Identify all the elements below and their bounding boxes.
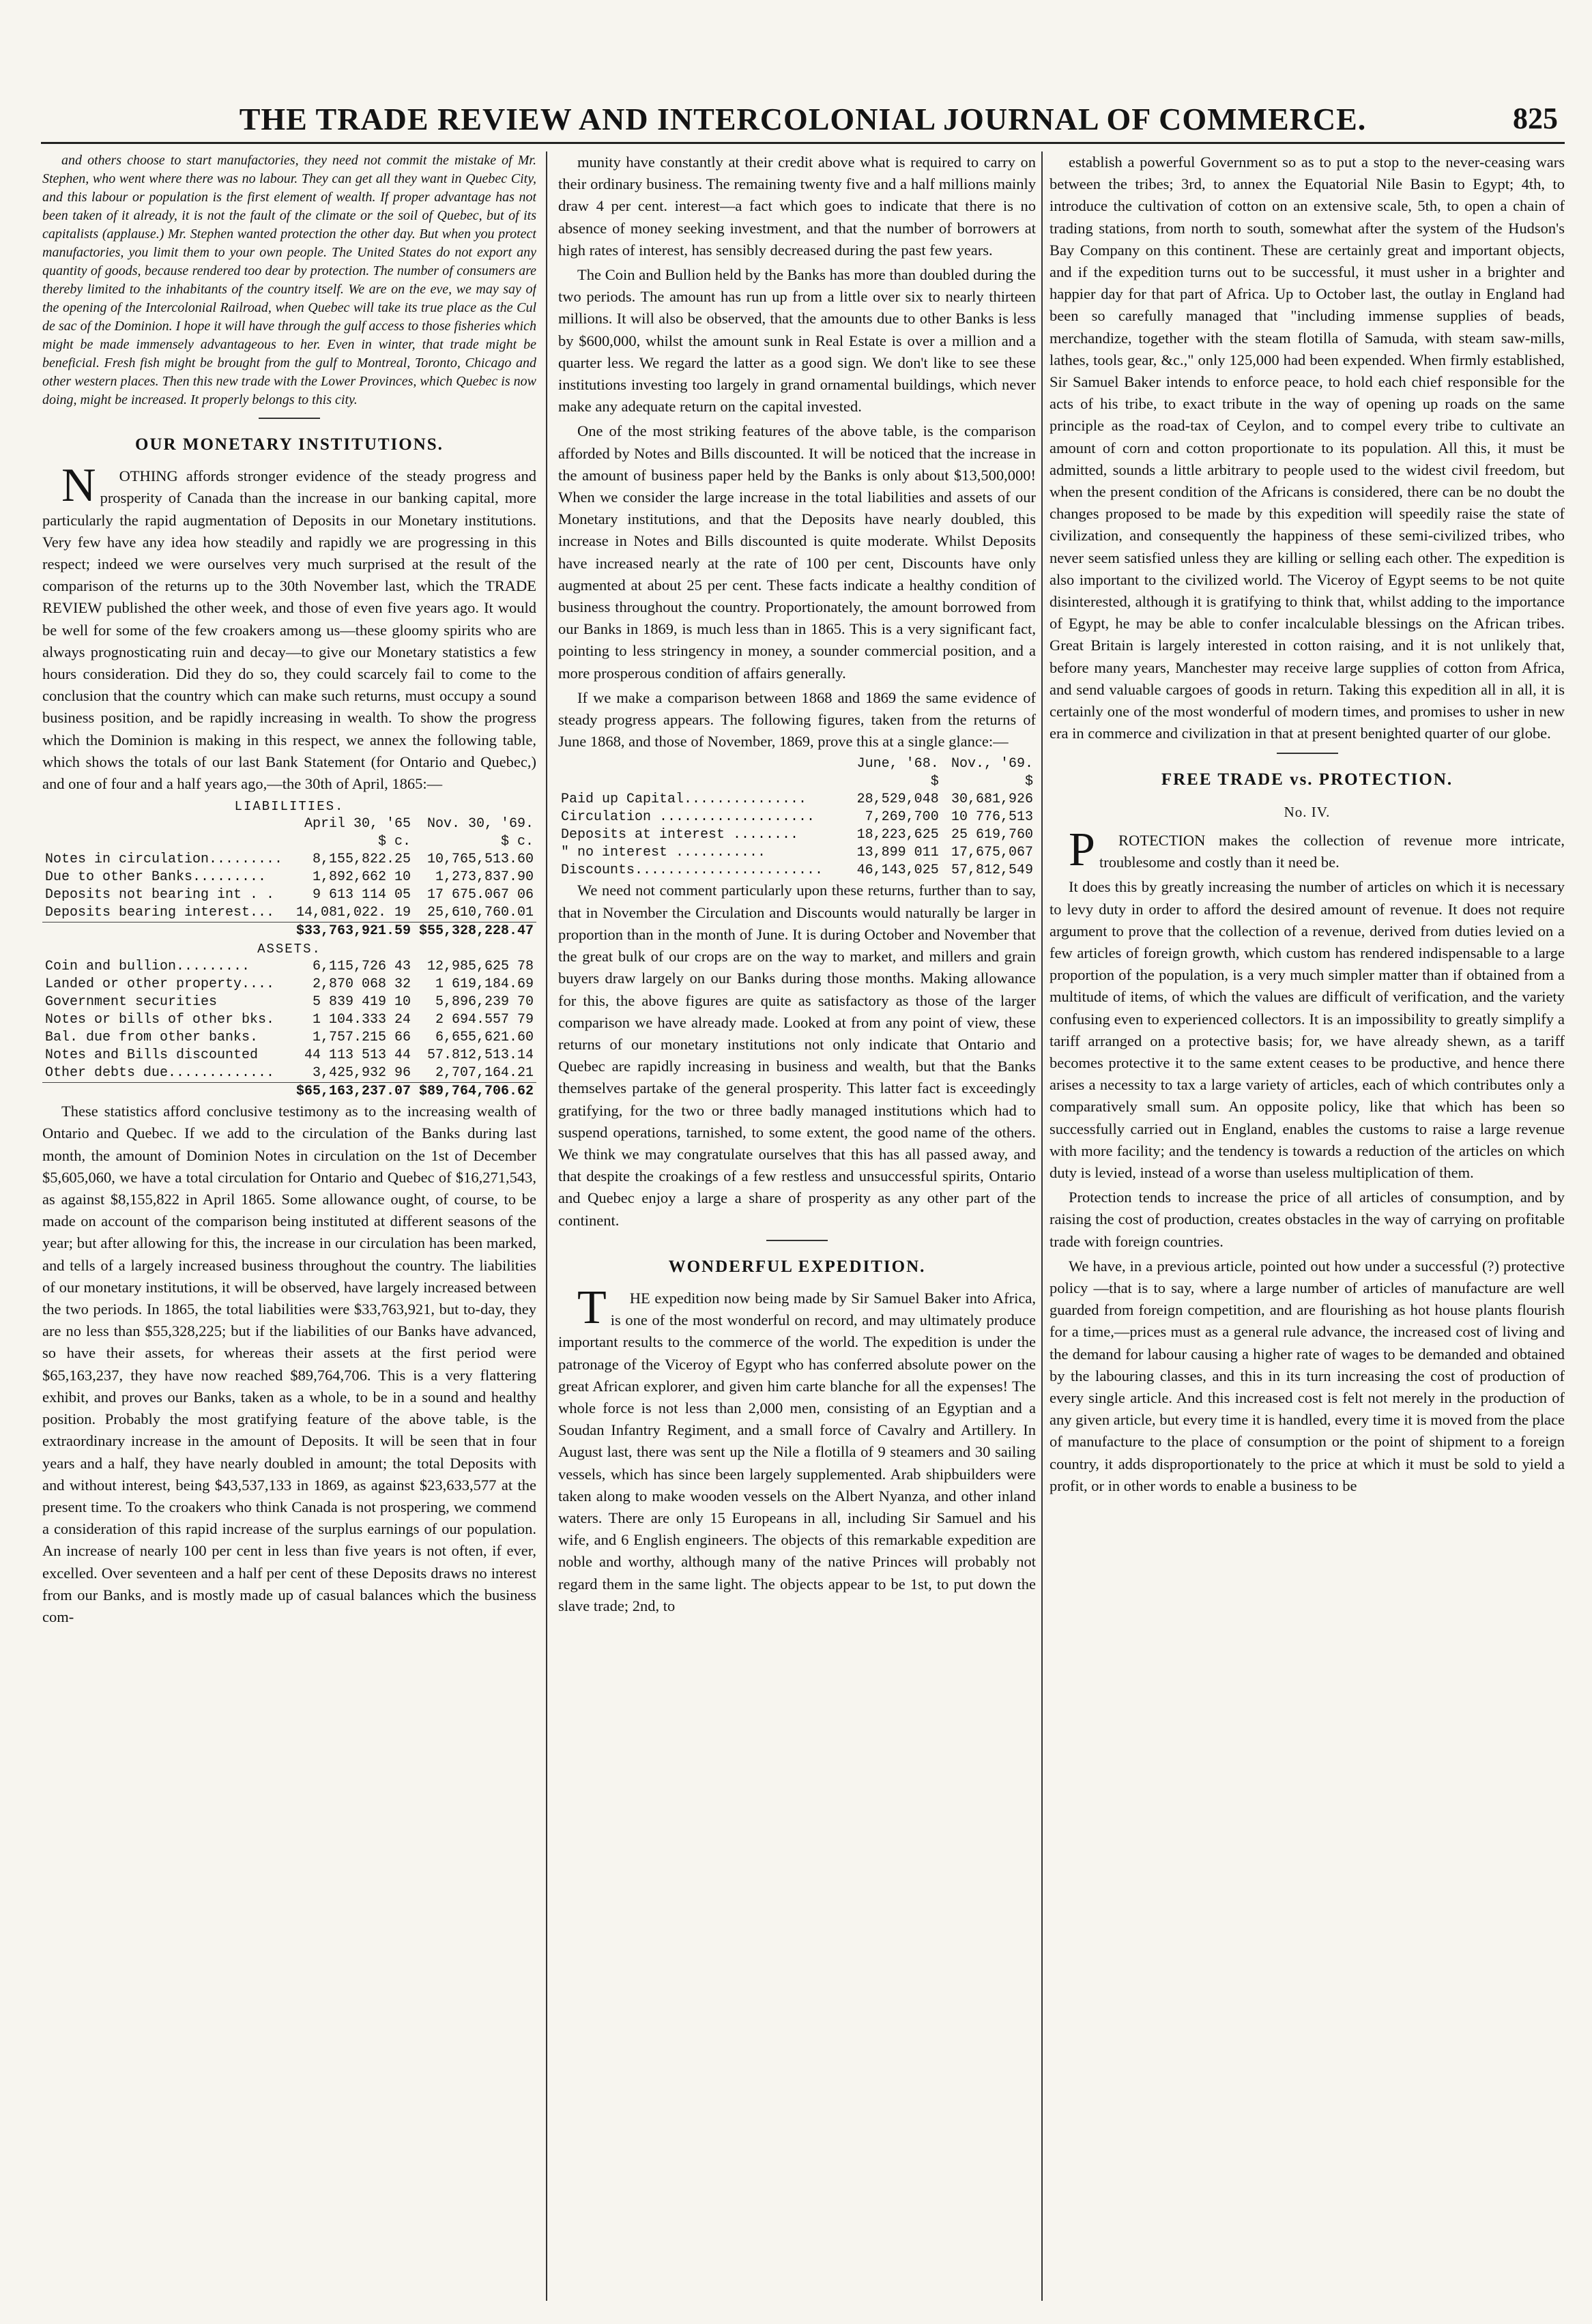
liabilities-caption: LIABILITIES. bbox=[234, 799, 345, 815]
table-row: Coin and bullion......... 6,115,726 43 12,985,625 78 bbox=[45, 959, 534, 975]
monetary-paragraph-3: munity have constantly at their credit above what is required to carry on their ordinary business. The remaining twenty five and a half millions mainly draw 4 per cent. interest—a fact which goes to indicate that there is no absence of money seeking investment, and that the number of borrowers at high rates of interest, has sensibly decreased during the past few years. bbox=[558, 154, 1036, 259]
assets-total-row: $65,163,237.07 $89,764,706.62 bbox=[42, 1083, 536, 1101]
table-row: Notes and Bills discounted 44 113 513 44 57.812,513.14 bbox=[45, 1047, 534, 1064]
table-row: " no interest ........... 13,899 011 17,675,067 bbox=[561, 845, 1033, 861]
assets-caption: ASSETS. bbox=[257, 942, 321, 957]
liabilities-total-row: $33,763,921.59 $55,328,228.47 bbox=[42, 923, 536, 941]
table-row: Notes or bills of other bks. 1 104.333 24 2 694.557 79 bbox=[45, 1012, 534, 1028]
table-row: Landed or other property.... 2,870 068 32 1 619,184.69 bbox=[45, 976, 534, 993]
unit-a: $ c. bbox=[377, 834, 411, 850]
monetary-paragraph-7: We need not comment particularly upon these returns, further than to say, that in November the Circulation and Discounts would naturally be larger in proportion than in the month of June. It is during October and November that the great bulk of our crops are on the way to market, and millers and grain buyers draw largely on our Banks during those months. Making allowance for this, the above figures are quite as satisfactory as those of the larger comparison we have already made. Looked at from any point of view, these returns of our monetary institutions not only indicate that Ontario and Quebec are rapidly increasing in business and wealth, but that the Banks themselves partake of the general prosperity. This latter fact is exceedingly gratifying, for the two or three badly managed institutions which had to suspend operations, tarnished, to some extent, the good name of the others. We think we may congratulate ourselves that this has all passed away, and that despite the croakings of a few restless and unsuccessful spirits, Ontario and Quebec enjoy a large a share of prosperity as any other part of the continent. bbox=[558, 882, 1036, 1229]
table-row: Circulation ................... 7,269,700 10 776,513 bbox=[561, 809, 1033, 826]
monetary-paragraph-1: NOTHING affords stronger evidence of the steady progress and prosperity of Canada than the increase in our banking capital, more particularly the rapid augmentation of Deposits in our Monetary institutions. Very few have any idea how steadily and rapidly we are progressing in this respect; indeed we were ourselves very much surprised at the result of the comparison of the returns up to the 30th November last, which the TRADE REVIEW published the other week, and those of even five years ago. It would be well for some of the few croakers among us—these gloomy spirits who are always prognosticating ruin and decay—to give our Monetary statistics a few hours consideration. Did they do so, they could scarcely fail to come to the conclusion that the country which can make such returns, must occupy a sound business position, and be rapidly increasing in wealth. To show the progress which the Dominion is making in this respect, we annex the following table, which shows the totals of our last Bank Statement (for Ontario and Quebec,) and one of four and a half years ago,—the 30th of April, 1865:— bbox=[42, 459, 536, 793]
monetary-paragraph-6: If we make a comparison between 1868 and 1869 the same evidence of steady progress appears. The following figures, taken from the returns of June 1868, and those of November, 1869, prove this at a single glance:— bbox=[558, 688, 1036, 751]
col-header-a: June, '68. bbox=[856, 756, 939, 772]
table-row: Bal. due from other banks. 1,757.215 66 6,655,621.60 bbox=[45, 1030, 534, 1046]
free-trade-paragraph-4: We have, in a previous article, pointed out how under a successful (?) protective policy —that is to say, where a large number of articles of manufacture are well guarded from foreign competition, and are flourishing as hot house plants flourish for a time,—prices must as a general rule advance, the increased cost of living and the demand for labour causing a higher rate of wages to be demanded and obtained by the labouring classes, and this in its turn increasing the cost of production of every single article. And this increased cost is felt not merely in the production of any given article, but every time it is handled, every time it is moved from the place of manufacture to the place of consumption or the point of shipment to a foreign country, it adds disproportionately to the price at which it must be sold to yield a profit, or in other words to enable a business to be bbox=[1050, 1257, 1565, 1494]
comparison-table: June, '68. Nov., '69. $ $ Paid up Capital............... 28,529,048 30,681,926 Circulation ................... 7,269,700 10 776,513 Deposits at interest ........ 18,223,625 25 619,760 " no interest ........... 13,899 011 17,675,067 Discounts....................... 46,143,025 57,812,549 bbox=[558, 755, 1036, 880]
table-row: Government securities 5 839 419 10 5,896,239 70 bbox=[45, 994, 534, 1011]
table-row: Due to other Banks......... 1,892,662 10 1,273,837.90 bbox=[45, 869, 534, 886]
table-row: Deposits bearing interest... 14,081,022. 19 25,610,760.01 bbox=[45, 905, 534, 921]
column-rule-1 bbox=[546, 151, 547, 2301]
free-trade-heading: FREE TRADE vs. PROTECTION. bbox=[1161, 770, 1453, 789]
article-continuation: and others choose to start manufactories, they need not commit the mistake of Mr. Stephen, who went where there was no labour. They can get all they want in Quebec City, and this labour or population is the first element of wealth. If proper advantage has not been taken of it already, it is not the fault of the climate or the soil of Quebec, but of its capitalists (applause.) Mr. Stephen wanted protection the other day. But when you protect manufactories, you limit them to your own people. The United States do not export any quantity of goods, because rendered too dear by protection. The number of consumers are thereby limited to the inhabitants of the country itself. We are on the eve, we may say of the opening of the Intercolonial Railroad, when Quebec will take its true place as the Cul de sac of the Dominion. I hope it will have through the gulf access to those fisheries which might be made immensely advantageous to her. Even in winter, that trade might be beneficial. Fresh fish might be brought from the gulf to Montreal, Toronto, Chicago and other western places. Then this new trade with the Lower Provinces, which Quebec is now doing, might be increased. It properly belongs to this city. bbox=[42, 153, 536, 407]
free-trade-article bbox=[1050, 823, 1565, 876]
column-1 bbox=[42, 151, 536, 2301]
section-divider bbox=[766, 1240, 828, 1241]
monetary-paragraph-2: These statistics afford conclusive testimony as to the increasing wealth of Ontario and Quebec. If we add to the circulation of the Banks during last month, the amount of Dominion Notes in circulation on the 1st of December $5,605,060, we have a total circulation for Ontario and Quebec of $16,271,543, as against $8,155,822 in April 1865. Some allowance ought, of course, to be made on account of the comparison being instituted at different seasons of the year; but after allowing for this, the increase in our circulation has been marked, and tells of a largely increased business throughout the country. The liabilities of our monetary institutions, it will be observed, have largely increased between the two periods. In 1865, the total liabilities were $33,763,921, but to-day, they are no less than $55,328,225; but if the liabilities of our Banks have advanced, so have their assets, for whereas their assets at the first period were $65,163,237, they have now reached $89,764,706. This is a very flattering exhibit, and proves our Banks, taken as a whole, to be in a sound and healthy position. Probably the most gratifying feature of the above table, is the extraordinary increase in the amount of Deposits. It will be seen that in four years and a half, they have nearly doubled in amount; the total Deposits with and without interest, being $43,537,133 in 1869, as against $23,633,577 at the present time. To the croakers who think Canada is not prospering, we commend a consideration of this rapid increase of the surplus earnings of our population. An increase of nearly 100 per cent in less than five years is not often, if ever, excelled. Over seventeen and a half per cent of these Deposits draws no interest from our Banks, and is mostly made up of casual balances which the business com- bbox=[42, 1103, 536, 1625]
column-rule-2 bbox=[1041, 151, 1043, 2301]
journal-title: THE TRADE REVIEW AND INTERCOLONIAL JOURNAL OF COMMERCE. bbox=[239, 102, 1367, 136]
page-number: 825 bbox=[1513, 102, 1558, 135]
table-row: Paid up Capital............... 28,529,048 30,681,926 bbox=[561, 791, 1033, 808]
free-trade-paragraph-2: It does this by greatly increasing the number of articles on which it is necessary to levy duty in order to afford the desired amount of revenue. It does not require argument to prove that the collection of a revenue, derived from duties levied on a few articles of foreign growth, which custom has rendered indispensable to a large proportion of the population, is a very much simpler matter than if obtained from a multitude of items, of which the values are difficult of verification, and the variety confusing even to experienced collectors. It is an impossibility to greatly simplify a tariff arranged on a protective basis; for, we have already shewn, as a tariff becomes protective it to the same extent ceases to be productive, and hence there arises a necessity to tax a large variety of articles, each of which contributes only a comparatively small sum. An opposite policy, like that which has been so successfully carried out in England, enables the customs to raise a large revenue with more facility; and the tendency is towards a reduction of the articles on which duty is levied, instead of a worse than useless multiplication of them. bbox=[1050, 878, 1565, 1181]
page-header bbox=[41, 94, 1565, 144]
expedition-article bbox=[558, 1281, 1036, 1617]
expedition-heading: WONDERFUL EXPEDITION. bbox=[668, 1257, 926, 1276]
column-2 bbox=[558, 151, 1036, 2301]
table-row: Discounts....................... 46,143,025 57,812,549 bbox=[561, 862, 1033, 879]
bank-statement-table bbox=[42, 798, 536, 1101]
monetary-paragraph-4: The Coin and Bullion held by the Banks has more than doubled during the two periods. The amount has run up from a little over six to nearly thirteen millions. It will also be observed, that the amounts due to other Banks is less by $600,000, whilst the amount sunk in Real Estate is over a million and a quarter less. We regard the latter as a good sign. We don't like to see these institutions investing too largely in grand ornamental buildings, which never make any adequate return on the capital invested. bbox=[558, 266, 1036, 416]
table-row: Notes in circulation......... 8,155,822.25 10,765,513.60 bbox=[45, 852, 534, 868]
free-trade-paragraph-1: PROTECTION makes the collection of revenue more intricate, troublesome and costly than it need be. bbox=[1069, 823, 1565, 876]
column-3 bbox=[1050, 151, 1565, 2301]
section-divider bbox=[259, 418, 320, 419]
expedition-paragraph-2: establish a powerful Government so as to put a stop to the never-ceasing wars between the tribes; 3rd, to annex the Equatorial Nile Basin to Egypt; 4th, to introduce the cultivation of cotton on an extensive scale, 5th, to open a chain of trading stations, from north to south, somewhat after the system of the Hudson's Bay Company on this continent. These are certainly great and important objects, and if the expedition turns out to be successful, it must usher in a brighter and happier day for that part of Africa. Up to October last, the outlay in England had been so carefully managed that "including immense supplies of beads, merchandize, together with the steam flotilla of Samuda, with steam saw-mills, lathes, tools gear, &c.," only 125,000 had been expended. When firmly established, Sir Samuel Baker intends to enforce peace, to hold each chief responsible for the acts of his tribe, to exact tribute in the way of opening up roads on the same principle as the road-tax of Ceylon, and to compel every tribe to cultivate an amount of corn and cotton proportionate to its population. All this, it must be admitted, sounds a little arbitrary to people used to the widest civil freedom, but when the present condition of the Africans is considered, there can be no doubt the changes proposed to be made by this expedition will speedily raise the state of civilization, and consequently the happiness of these semi-civilized tribes, who never seem satisfied unless they are killing or selling each other. The expedition is also important to the civilized world. The Viceroy of Egypt seems to be not quite disinterested, although it is gratifying to think that, whilst adding to the importance of Egypt, he may be able to confer incalculable blessings on the African tribes. Great Britain is largely interested in cotton raising, and it is not unlikely that, before many years, Manchester may receive large supplies of cotton from Africa, and send valuable cargoes of goods in return. Taking this expedition all in all, it is certainly one of the most wonderful of modern times, and promises to usher in new era in commerce and civilization in that at present benighted quarter of our globe. bbox=[1050, 154, 1565, 742]
monetary-article bbox=[42, 459, 536, 795]
col-header-a: April 30, '65 bbox=[304, 816, 411, 832]
monetary-heading: OUR MONETARY INSTITUTIONS. bbox=[135, 435, 444, 454]
col-header-b: Nov., '69. bbox=[951, 756, 1033, 772]
col-header-b: Nov. 30, '69. bbox=[426, 816, 534, 832]
table-row: Deposits at interest ........ 18,223,625 25 619,760 bbox=[561, 827, 1033, 843]
expedition-paragraph-1: THE expedition now being made by Sir Samuel Baker into Africa, is one of the most wonderful on record, and may ultimately produce important results to the commerce of the world. The expedition is under the patronage of the Viceroy of Egypt who has conferred absolute power on the great African explorer, and given him carte blanche for all the expenses! The whole force is not less than 2,000 men, consisting of an Egyptian and a Soudan Infantry Regiment, and a small force of Cavalry and Artillery. In August last, there was sent up the Nile a flotilla of 9 steamers and 30 sailing vessels, which has since been largely supplemented. Arab shipbuilders were taken along to make wooden vessels on the Albert Nyanza, and other inland waters. There are only 15 Europeans in all, including Sir Samuel and his wife, and 6 English engineers. The objects of this remarkable expedition are noble and worthy, although many of the native Princes will probably not regard them in the same light. The objects appear to be 1st, to put down the slave trade; 2nd, to bbox=[558, 1281, 1036, 1614]
monetary-paragraph-5: One of the most striking features of the above table, is the comparison afforded by Notes and Bills discounted. It will be noticed that the increase in the amount of business paper held by the Banks is only about $13,500,000! When we consider the large increase in the total liabilities and assets of our Monetary institutions, and that the Deposits have nearly doubled, this increase in Notes and Bills discounted is quite moderate. Whilst Deposits have increased nearly at the rate of 100 per cent, Discounts have only augmented at about 25 per cent. These facts indicate a healthy condition of business throughout the country. Proportionately, the amount borrowed from our Banks in 1869, is much less than in 1865. This is a very significant fact, pointing to less stringency in money, a sounder commercial position, and a more prosperous condition of affairs generally. bbox=[558, 422, 1036, 682]
free-trade-number: No. IV. bbox=[1284, 803, 1331, 820]
free-trade-paragraph-3: Protection tends to increase the price of all articles of consumption, and by raising the cost of production, creates obstacles in the way of carrying on profitable trade with foreign countries. bbox=[1050, 1189, 1565, 1250]
table-row: Deposits not bearing int . . 9 613 114 05 17 675.067 06 bbox=[45, 887, 534, 903]
table-row: Other debts due............. 3,425,932 96 2,707,164.21 bbox=[45, 1065, 534, 1081]
section-divider bbox=[1277, 753, 1338, 754]
unit-b: $ c. bbox=[500, 834, 534, 850]
